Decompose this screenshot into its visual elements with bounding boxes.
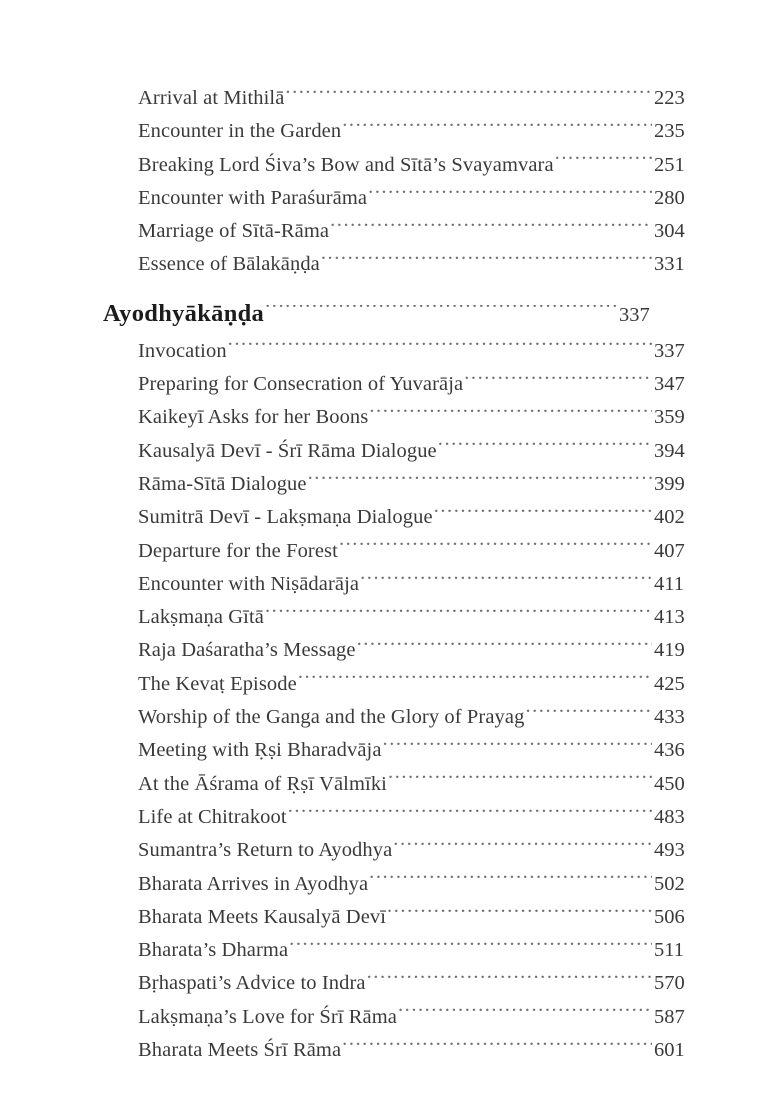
dot-leader <box>438 441 652 457</box>
toc-entry-page-number: 399 <box>654 472 685 495</box>
toc-entry-page-number: 483 <box>654 805 685 828</box>
toc-entry[interactable] <box>103 82 700 115</box>
toc-entry-page-number: 502 <box>654 872 685 895</box>
toc-entry[interactable] <box>103 568 700 601</box>
toc-entry[interactable] <box>103 401 700 434</box>
toc-entry-title: Rāma-Sītā Dialogue <box>138 472 307 495</box>
toc-entry-page-number: 587 <box>654 1005 685 1028</box>
toc-entry-page-number: 337 <box>654 339 685 362</box>
toc-entry[interactable] <box>103 368 700 401</box>
toc-entry[interactable] <box>103 535 700 568</box>
dot-leader <box>367 973 652 989</box>
table-of-contents <box>103 82 685 1067</box>
toc-entry[interactable] <box>103 734 700 767</box>
dot-leader <box>388 774 652 790</box>
toc-entry[interactable] <box>103 215 700 248</box>
toc-entry[interactable] <box>103 934 700 967</box>
toc-entry-page-number: 337 <box>619 303 650 326</box>
toc-entry[interactable] <box>103 967 700 1000</box>
toc-entry-title: Kaikeyī Asks for her Boons <box>138 406 369 429</box>
toc-entry[interactable] <box>103 901 700 934</box>
toc-entry-title: Lakṣmaṇa Gītā <box>138 606 264 629</box>
dot-leader <box>342 121 652 137</box>
dot-leader <box>228 341 652 357</box>
toc-entry-title: Invocation <box>138 339 227 362</box>
toc-entry-page-number: 223 <box>654 87 685 109</box>
toc-entry-title: Sumantra’s Return to Ayodhya <box>138 839 393 862</box>
toc-entry-title: Lakṣmaṇa’s Love for Śrī Rāma <box>138 1005 397 1028</box>
toc-entry-title: Breaking Lord Śiva’s Bow and Sītā’s Svayamvara <box>138 153 554 176</box>
toc-entry-page-number: 235 <box>654 120 685 143</box>
dot-leader <box>434 507 652 523</box>
toc-entry-page-number: 347 <box>654 373 685 396</box>
toc-entry-page-number: 394 <box>654 439 685 462</box>
toc-entry[interactable] <box>103 1001 700 1034</box>
dot-leader <box>369 407 652 423</box>
toc-entry[interactable] <box>103 601 700 634</box>
toc-entry-page-number: 359 <box>654 406 685 429</box>
toc-entry[interactable] <box>103 335 700 368</box>
toc-entry-page-number: 436 <box>654 739 685 762</box>
toc-entry-page-number: 506 <box>654 905 685 928</box>
dot-leader <box>525 707 652 723</box>
toc-entry-page-number: 433 <box>654 706 685 729</box>
toc-entry-title: Bharata Meets Śrī Rāma <box>138 1039 342 1062</box>
dot-leader <box>289 940 652 956</box>
toc-entry[interactable] <box>103 801 700 834</box>
toc-entry-title: Bṛhaspati’s Advice to Indra <box>138 972 366 995</box>
toc-entry-title: At the Āśrama of Ṛṣī Vālmīki <box>138 772 387 795</box>
dot-leader <box>464 374 652 390</box>
toc-entry[interactable] <box>103 248 700 281</box>
toc-entry-title: Raja Daśaratha’s Message <box>138 639 356 662</box>
toc-entry-title: Encounter in the Garden <box>138 120 342 143</box>
toc-entry-title: Marriage of Sītā-Rāma <box>138 220 330 243</box>
toc-entry-page-number: 331 <box>654 253 685 276</box>
dot-leader <box>555 155 652 171</box>
dot-leader <box>265 305 617 321</box>
dot-leader <box>285 88 652 104</box>
toc-entry[interactable] <box>103 834 700 867</box>
toc-section-title: Ayodhyākāṇḍa <box>103 299 265 327</box>
toc-entry-title: The Kevaṭ Episode <box>138 672 297 695</box>
toc-entry[interactable] <box>103 149 700 182</box>
toc-entry-page-number: 450 <box>654 772 685 795</box>
dot-leader <box>369 874 652 890</box>
dot-leader <box>308 474 652 490</box>
dot-leader <box>298 674 652 690</box>
toc-entry-page-number: 570 <box>654 972 685 995</box>
toc-entry-page-number: 413 <box>654 606 685 629</box>
toc-entry-title: Worship of the Ganga and the Glory of Prayag <box>138 706 525 729</box>
dot-leader <box>288 807 652 823</box>
toc-entry[interactable] <box>103 115 700 148</box>
toc-entry-title: Bharata Arrives in Ayodhya <box>138 872 369 895</box>
toc-entry[interactable] <box>103 182 700 215</box>
toc-entry-page-number: 280 <box>654 186 685 209</box>
toc-entry-page-number: 601 <box>654 1039 685 1062</box>
dot-leader <box>393 840 652 856</box>
toc-entry[interactable] <box>103 501 700 534</box>
toc-entry[interactable] <box>103 1034 700 1067</box>
toc-entry[interactable] <box>103 768 700 801</box>
dot-leader <box>383 740 652 756</box>
dot-leader <box>342 1040 652 1056</box>
toc-entry-title: Bharata Meets Kausalyā Devī <box>138 905 387 928</box>
dot-leader <box>265 607 652 623</box>
toc-entry-page-number: 411 <box>654 572 684 595</box>
toc-entry-page-number: 419 <box>654 639 685 662</box>
toc-entry-title: Departure for the Forest <box>138 539 338 562</box>
toc-entry-page-number: 493 <box>654 839 685 862</box>
dot-leader <box>360 574 652 590</box>
toc-entry[interactable] <box>103 668 700 701</box>
toc-entry-title: Encounter with Niṣādarāja <box>138 572 360 595</box>
toc-entry[interactable] <box>103 634 700 667</box>
toc-entry-title: Encounter with Paraśurāma <box>138 186 368 209</box>
toc-entry-page-number: 251 <box>654 153 685 176</box>
toc-entry-title: Kausalyā Devī - Śrī Rāma Dialogue <box>138 439 437 462</box>
dot-leader <box>398 1007 652 1023</box>
toc-entry-title: Bharata’s Dharma <box>138 939 289 962</box>
toc-section-heading[interactable] <box>103 294 665 334</box>
toc-entry-page-number: 511 <box>654 939 684 962</box>
dot-leader <box>321 254 652 270</box>
toc-entry-page-number: 407 <box>654 539 685 562</box>
toc-entry-title: Arrival at Mithilā <box>138 87 285 109</box>
toc-entry-title: Sumitrā Devī - Lakṣmaṇa Dialogue <box>138 506 433 529</box>
toc-entry-title: Essence of Bālakāṇḍa <box>138 253 320 276</box>
toc-entry[interactable] <box>103 701 700 734</box>
dot-leader <box>387 907 652 923</box>
toc-entry-page-number: 304 <box>654 220 685 243</box>
toc-entry[interactable] <box>103 468 700 501</box>
toc-entry-page-number: 402 <box>654 506 685 529</box>
toc-entry-title: Life at Chitrakoot <box>138 805 287 828</box>
dot-leader <box>330 221 652 237</box>
toc-entry[interactable] <box>103 435 700 468</box>
dot-leader <box>368 188 652 204</box>
dot-leader <box>357 640 652 656</box>
toc-entry-title: Meeting with Ṛṣi Bharadvāja <box>138 739 382 762</box>
toc-entry-page-number: 425 <box>654 672 685 695</box>
toc-entry[interactable] <box>103 868 700 901</box>
dot-leader <box>339 541 652 557</box>
toc-entry-title: Preparing for Consecration of Yuvarāja <box>138 373 464 396</box>
